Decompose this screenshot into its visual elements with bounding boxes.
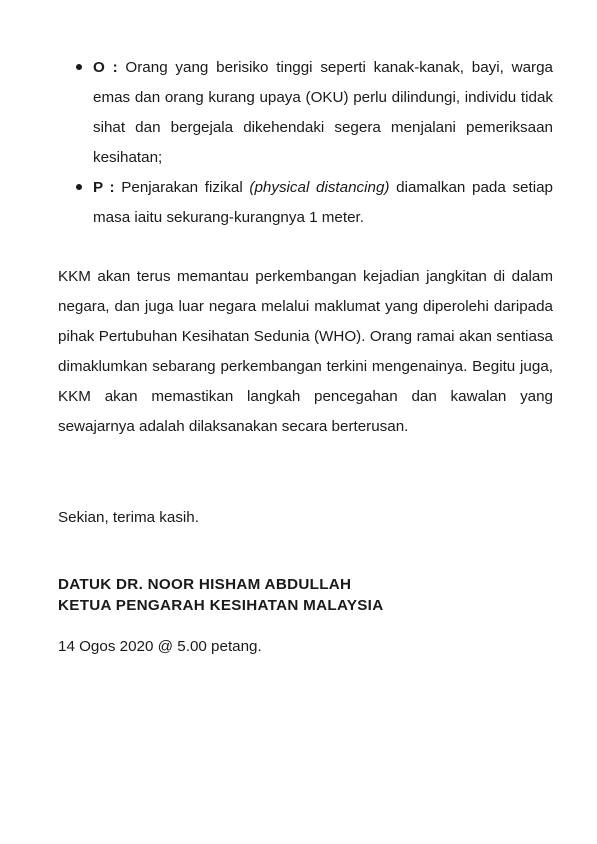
- bullet-text-italic: (physical distancing): [249, 179, 390, 196]
- signature-title: KETUA PENGARAH KESIHATAN MALAYSIA: [58, 597, 384, 614]
- bullet-letter: O :: [93, 59, 118, 76]
- bullet-letter: P :: [93, 179, 115, 196]
- bullet-dot-icon: [76, 184, 82, 190]
- closing-line: Sekian, terima kasih.: [58, 509, 199, 526]
- bullet-text: Penjarakan fizikal: [114, 179, 250, 196]
- body-paragraph: KKM akan terus memantau perkembangan kejadian jangkitan di dalam negara, dan juga luar negara melalui maklumat yang diperolehi daripada pihak Pertubuhan Kesihatan Sedunia (WHO). Orang ramai akan sentiasa dimaklumkan sebarang perkembangan terkini mengenainya. Begitu juga, KKM akan memastikan langkah pencegahan dan kawalan yang sewajarnya adalah dilaksanakan secara berterusan.: [58, 268, 553, 435]
- signature-block: [58, 574, 383, 616]
- bullet-dot-icon: [76, 64, 82, 70]
- bullet-text: diamalkan pada setiap masa iaitu sekurang-kurangnya 1 meter.: [93, 179, 553, 226]
- bullet-text: Orang yang berisiko tinggi seperti kanak-kanak, bayi, warga emas dan orang kurang upaya (OKU) perlu dilindungi, individu tidak sihat dan bergejala dikehendaki segera menjalani pemeriksaan kesihatan;: [93, 59, 554, 166]
- bullet-item-o: [93, 53, 553, 173]
- bullet-item-p: [93, 173, 553, 233]
- bullet-list: [93, 53, 553, 233]
- signature-name: DATUK DR. NOOR HISHAM ABDULLAH: [58, 576, 352, 593]
- date-line: 14 Ogos 2020 @ 5.00 petang.: [58, 638, 262, 655]
